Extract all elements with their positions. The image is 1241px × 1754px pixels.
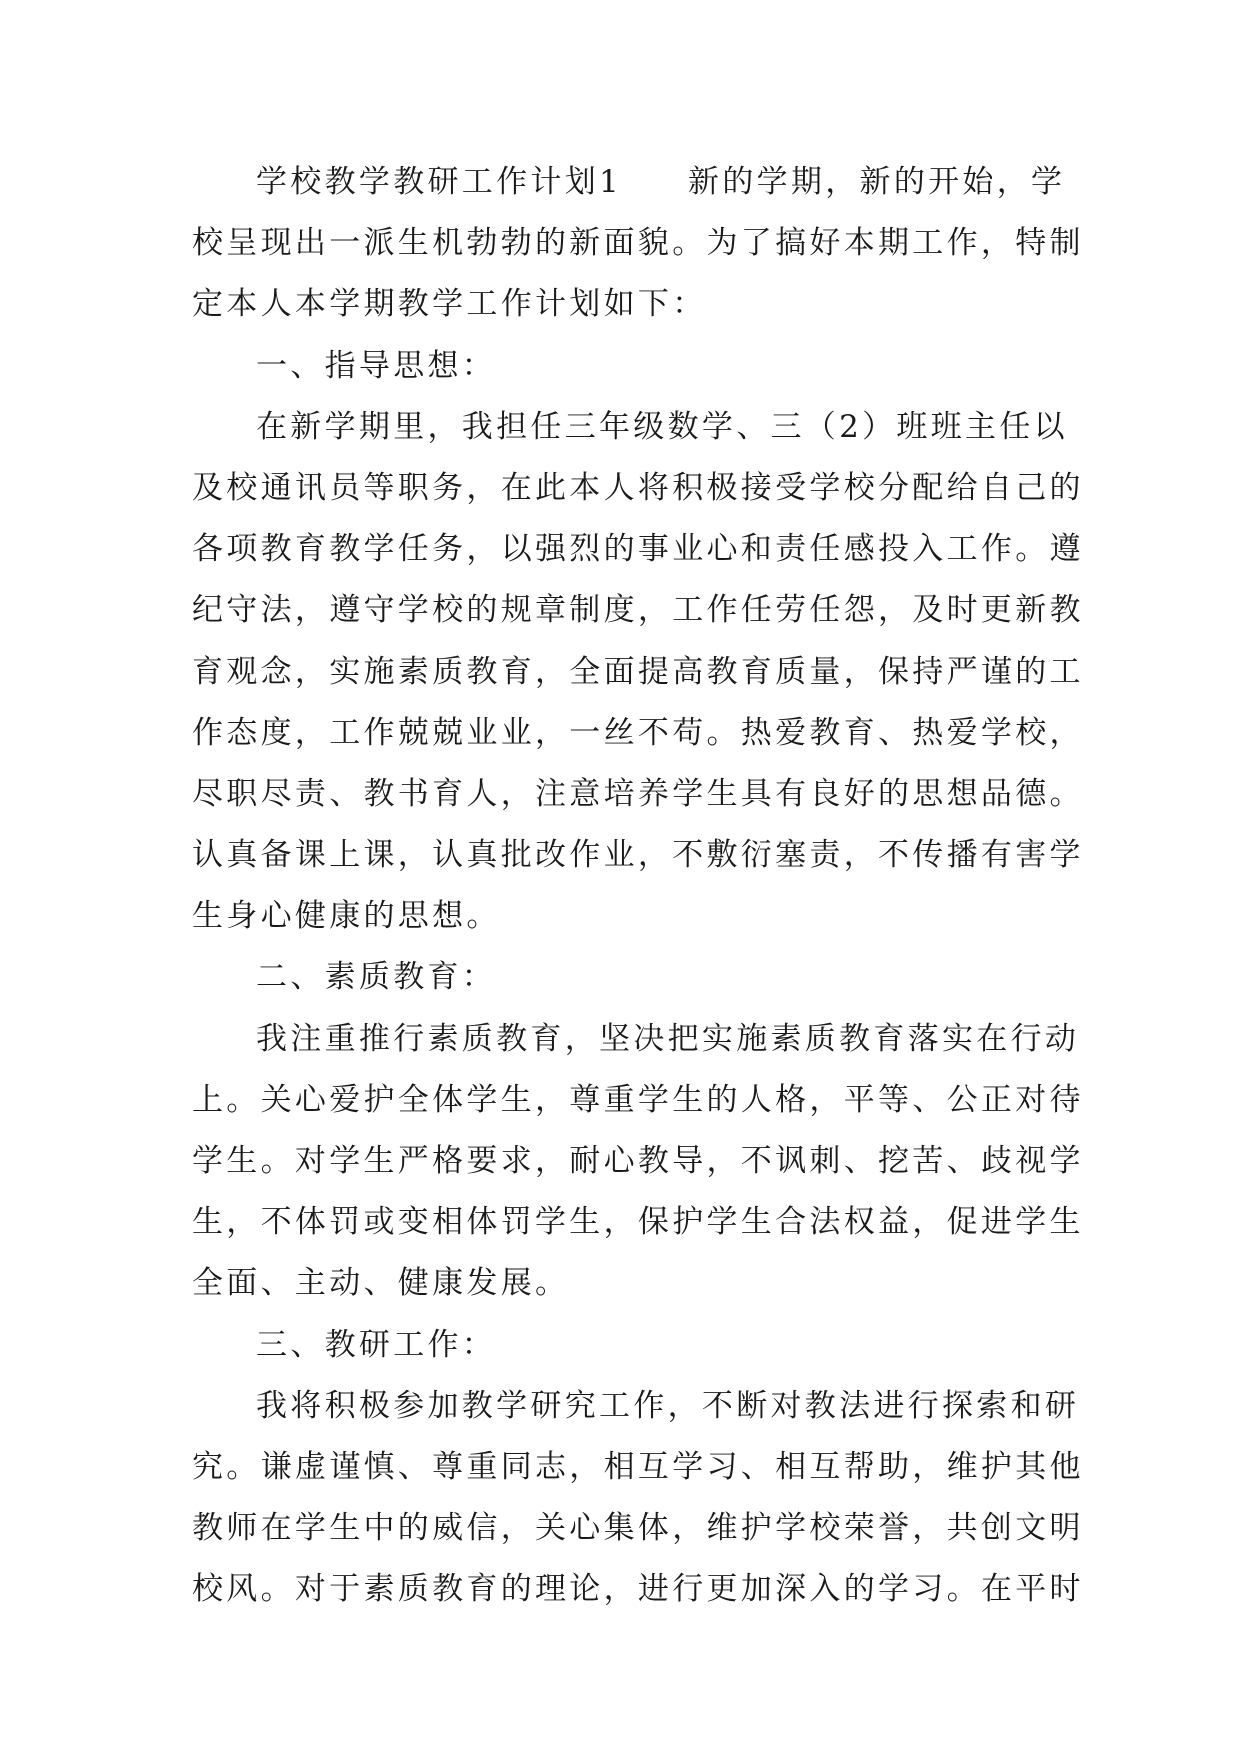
- document-line: 生，不体罚或变相体罚学生，保护学生合法权益，促进学生: [192, 1204, 1084, 1241]
- document-line: 各项教育教学任务，以强烈的事业心和责任感投入工作。遵: [192, 531, 1084, 568]
- section-heading: 三、教研工作：: [256, 1326, 497, 1363]
- document-line: 我将积极参加教学研究工作，不断对教法进行探索和研: [256, 1387, 1080, 1424]
- document-line: 定本人本学期教学工作计划如下：: [192, 286, 707, 323]
- document-line: 及校通讯员等职务，在此本人将积极接受学校分配给自己的: [192, 469, 1084, 506]
- document-line: 究。谦虚谨慎、尊重同志，相互学习、相互帮助，维护其他: [192, 1448, 1084, 1485]
- document-line: 生身心健康的思想。: [192, 898, 501, 935]
- document-line: 作态度，工作兢兢业业，一丝不苟。热爱教育、热爱学校，: [192, 714, 1084, 751]
- document-line-text: 新的学期，新的开始，学: [688, 164, 1066, 200]
- document-line: 学生。对学生严格要求，耐心教导，不讽刺、挖苦、歧视学: [192, 1143, 1084, 1179]
- section-heading: 二、素质教育：: [256, 959, 497, 996]
- document-line: 校呈现出一派生机勃勃的新面貌。为了搞好本期工作，特制: [192, 225, 1084, 262]
- document-line: 校风。对于素质教育的理论，进行更加深入的学习。在平时: [192, 1571, 1084, 1608]
- document-line: 尽职尽责、教书育人，注意培养学生具有良好的思想品德。: [192, 775, 1084, 812]
- document-line: 我注重推行素质教育，坚决把实施素质教育落实在行动: [256, 1020, 1080, 1057]
- document-line: 纪守法，遵守学校的规章制度，工作任劳任怨，及时更新教: [192, 592, 1084, 629]
- document-line: 在新学期里，我担任三年级数学、三（2）班班主任以: [256, 408, 1068, 445]
- document-page: [192, 152, 1084, 1621]
- document-line: 认真备课上课，认真批改作业，不敷衍塞责，不传播有害学: [192, 837, 1084, 874]
- document-line: 教师在学生中的威信，关心集体，维护学校荣誉，共创文明: [192, 1510, 1084, 1547]
- document-line: 育观念，实施素质教育，全面提高教育质量，保持严谨的工: [192, 653, 1084, 690]
- document-title: 学校教学教研工作计划1: [256, 164, 623, 200]
- document-line: 上。关心爱护全体学生，尊重学生的人格，平等、公正对待: [192, 1081, 1084, 1118]
- document-line: [192, 152, 1066, 213]
- document-line: 全面、主动、健康发展。: [192, 1265, 570, 1302]
- section-heading: 一、指导思想：: [256, 347, 497, 384]
